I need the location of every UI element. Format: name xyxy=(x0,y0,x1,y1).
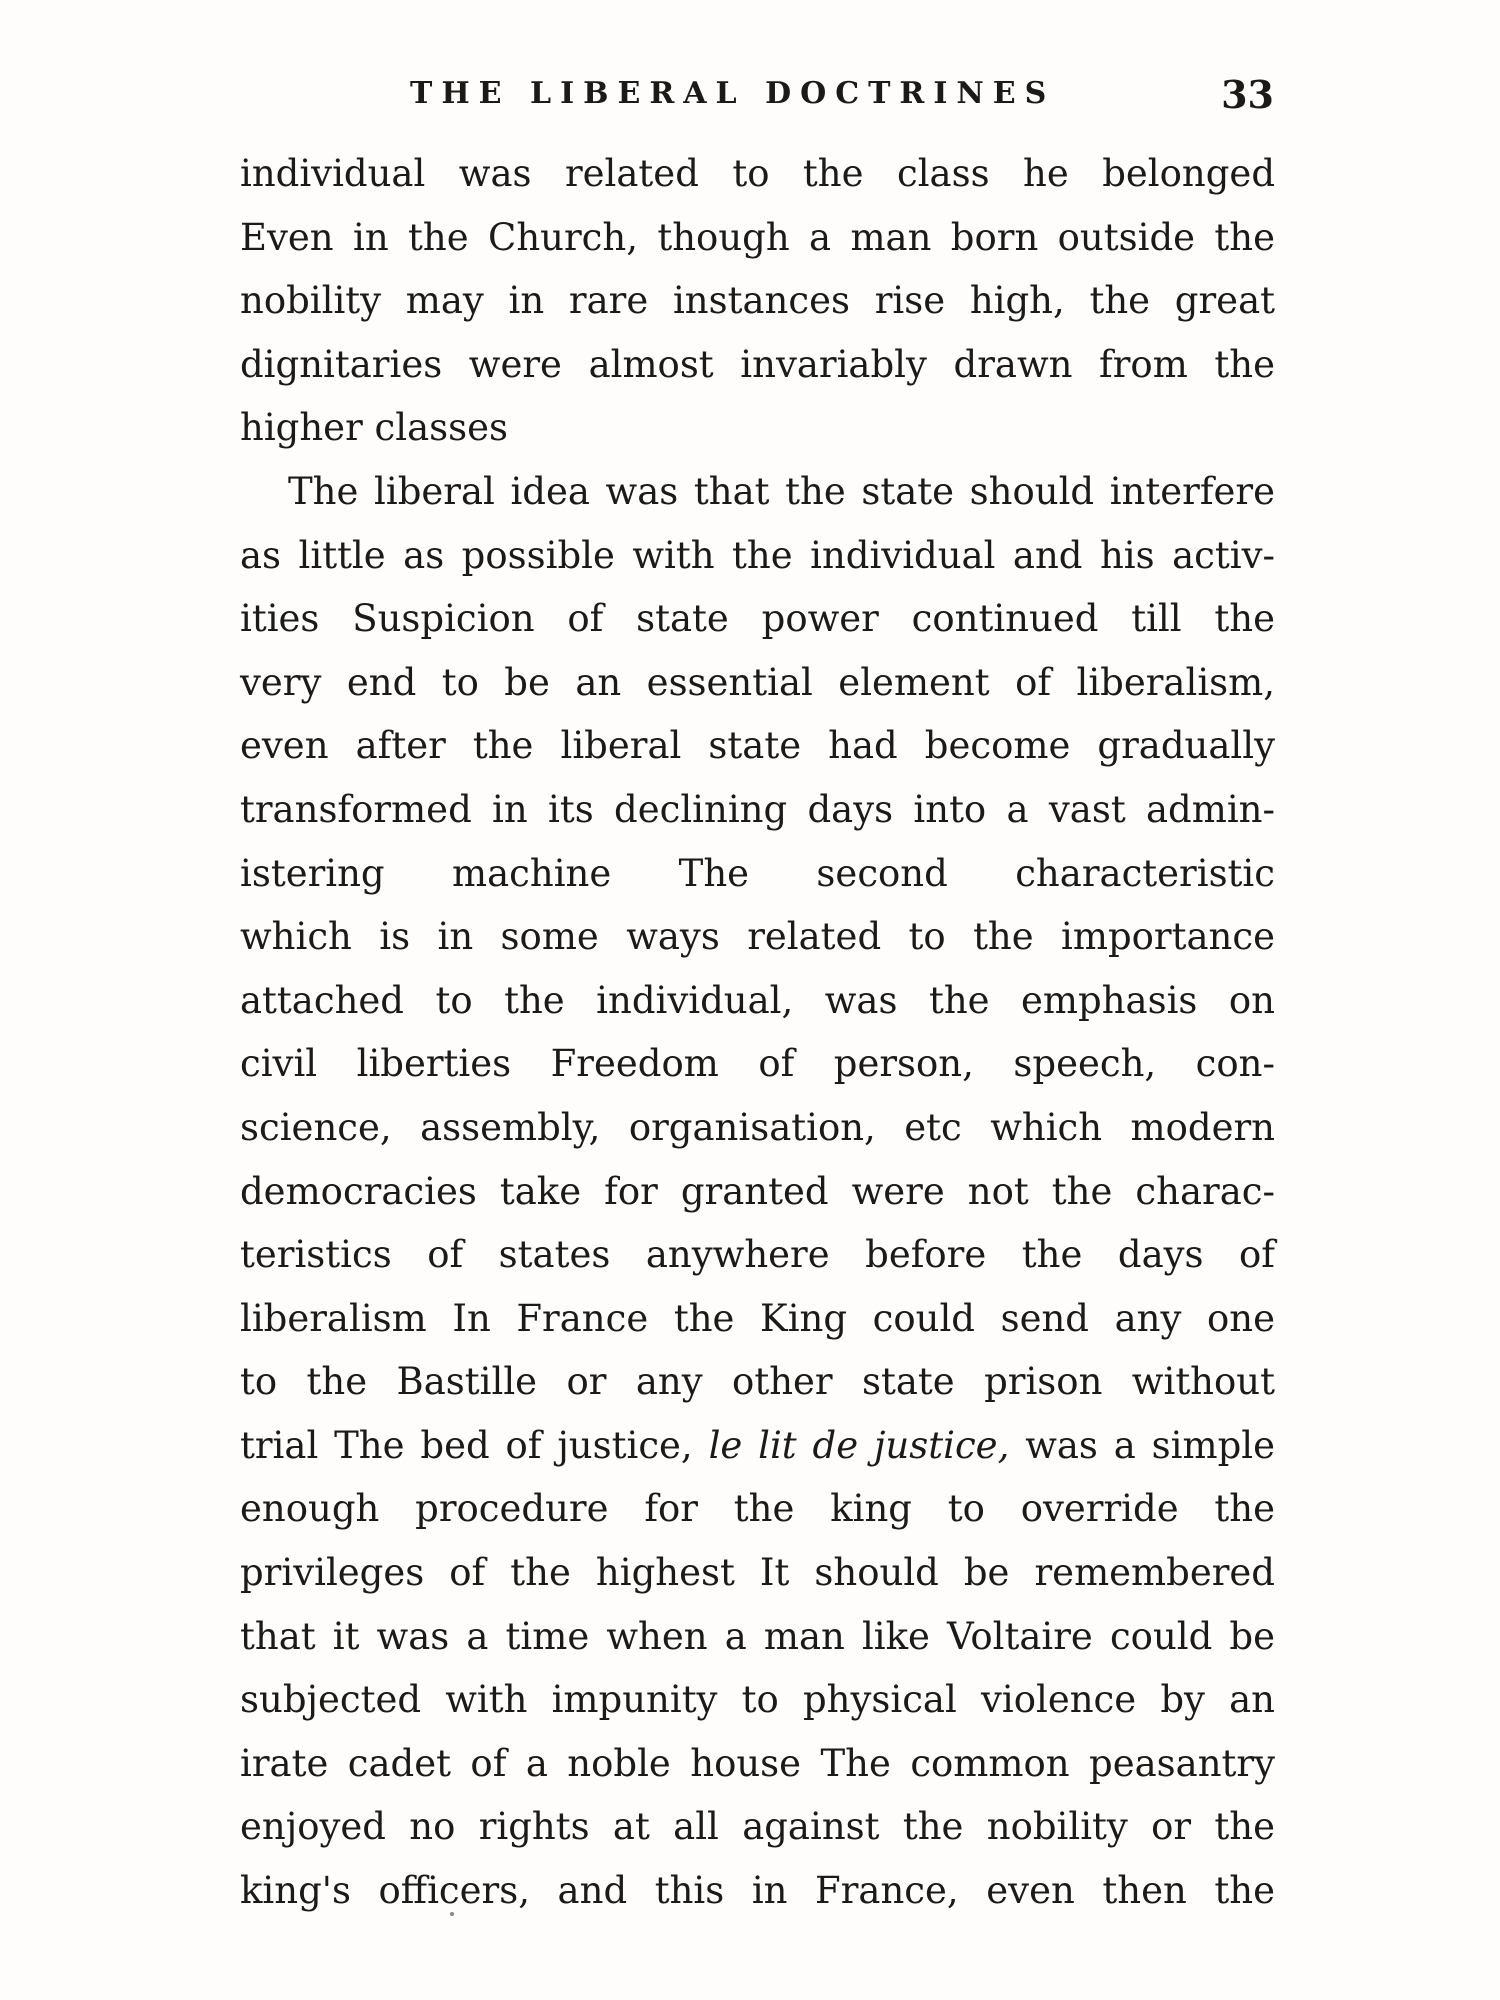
text-line: dignitaries were almost invariably drawn from the xyxy=(240,342,1275,386)
text-line: Even in the Church, though a man born outside the xyxy=(240,215,1275,259)
text-line: transformed in its declining days into a vast admin- xyxy=(240,787,1275,831)
italic-phrase: le lit de justice, xyxy=(708,1423,1010,1467)
text-line: democracies take for granted were not the charac- xyxy=(240,1169,1275,1213)
text-line: istering machine The second characteristic xyxy=(240,851,1275,895)
text-line: science, assembly, organisation, etc which modern xyxy=(240,1105,1275,1149)
text-line: individual was related to the class he belonged xyxy=(240,152,1275,195)
text-line-paragraph-start: The liberal idea was that the state should interfere xyxy=(288,469,1275,513)
text-line: irate cadet of a noble house The common peasantry xyxy=(240,1741,1275,1785)
running-head xyxy=(240,72,1280,132)
text-line: king's officers, and this in France, even then the xyxy=(240,1869,1275,1913)
text-run: trial The bed of justice, xyxy=(240,1423,709,1467)
text-run: was a simple xyxy=(1009,1423,1275,1467)
text-line: as little as possible with the individual and his activ- xyxy=(240,533,1275,577)
text-line: even after the liberal state had become gradually xyxy=(240,724,1275,768)
text-line: which is in some ways related to the importance xyxy=(240,915,1275,959)
text-line: teristics of states anywhere before the days of xyxy=(240,1233,1275,1277)
text-line: nobility may in rare instances rise high, the great xyxy=(240,279,1275,323)
text-line: ities Suspicion of state power continued till the xyxy=(240,597,1275,641)
text-line: attached to the individual, was the emphasis on xyxy=(240,978,1275,1022)
body-text xyxy=(240,142,1275,1923)
text-line: privileges of the highest It should be remembered xyxy=(240,1551,1275,1595)
text-line: enough procedure for the king to override the xyxy=(240,1487,1275,1531)
running-title: THE LIBERAL DOCTRINES xyxy=(410,76,1056,111)
text-line: subjected with impunity to physical violence by an xyxy=(240,1678,1275,1722)
text-line: civil liberties Freedom of person, speech, con- xyxy=(240,1042,1275,1086)
text-line: that it was a time when a man like Voltaire could be xyxy=(240,1614,1275,1658)
text-line: liberalism In France the King could send any one xyxy=(240,1296,1275,1340)
text-line: to the Bastille or any other state prison without xyxy=(240,1360,1275,1404)
text-line: very end to be an essential element of liberalism, xyxy=(240,660,1275,704)
paper-speck xyxy=(450,1912,454,1916)
text-line-with-italic xyxy=(240,1414,1275,1478)
text-line-paragraph-end: higher classes xyxy=(240,406,508,450)
text-line: enjoyed no rights at all against the nobility or the xyxy=(240,1805,1275,1849)
page-number: 33 xyxy=(1221,72,1274,117)
